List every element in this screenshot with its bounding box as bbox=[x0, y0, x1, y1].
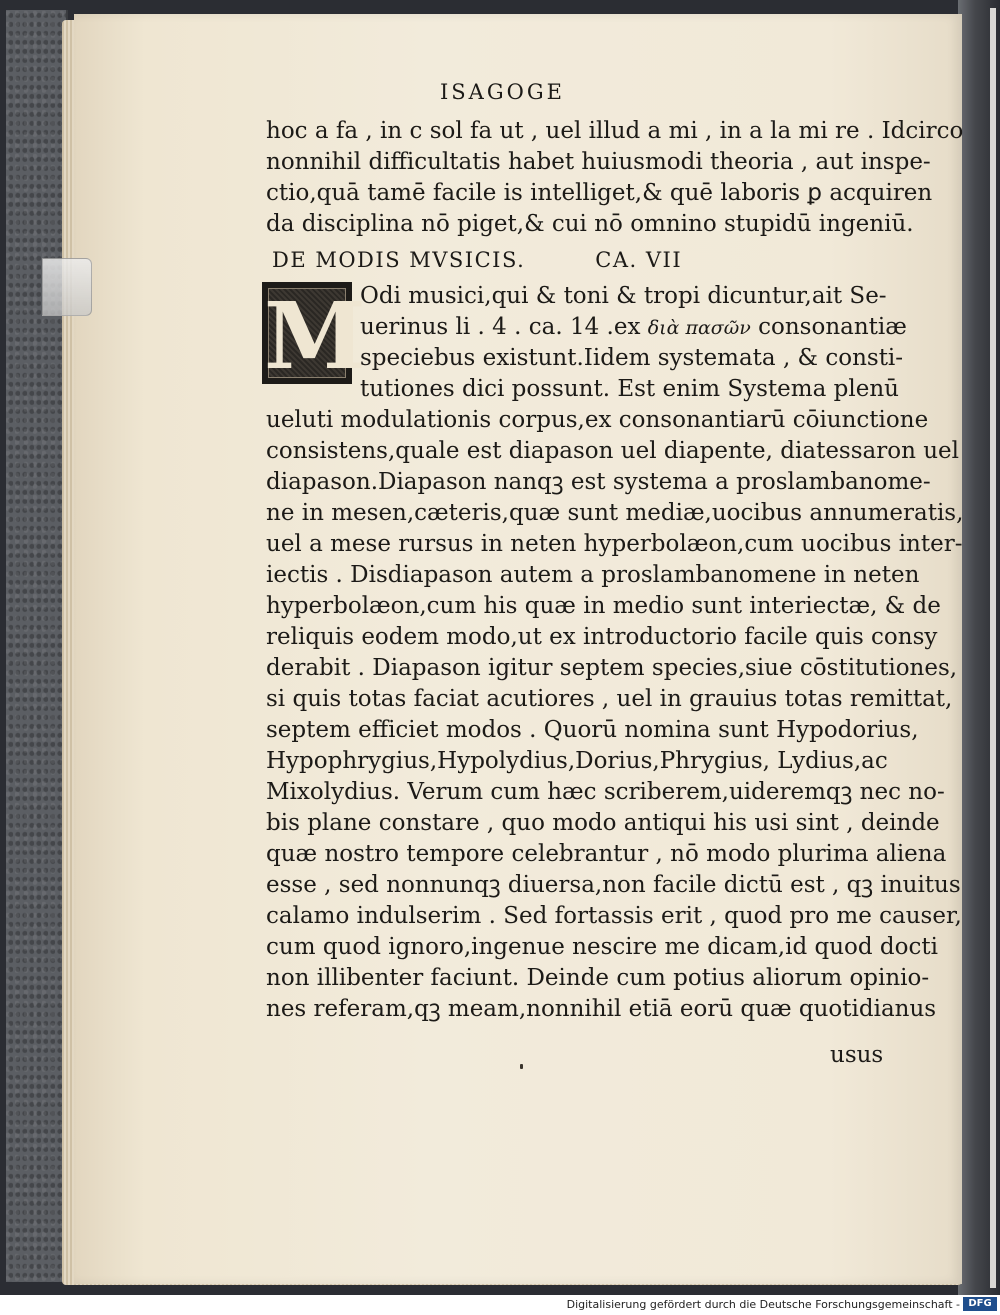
text-line-10: consistens,quale est diapason uel diapente, diatessaron uel bbox=[266, 438, 959, 464]
text-line-23: quæ nostro tempore celebrantur , nō modo plurima aliena bbox=[266, 841, 947, 867]
text-line-6-b: consonantiæ bbox=[758, 314, 907, 340]
initial-letter: M bbox=[264, 282, 366, 390]
text-line-20: Hypophrygius,Hypolydius,Dorius,Phrygius, Lydius,ac bbox=[266, 748, 888, 774]
book-page bbox=[74, 14, 962, 1284]
text-line-3: ctio,quā tamē facile is intelliget,& quē laboris ꝑ acquiren bbox=[266, 180, 933, 206]
text-line-9: ueluti modulationis corpus,ex consonantiarū cōiunctione bbox=[266, 407, 929, 433]
text-line-15: hyperbolæon,cum his quæ in medio sunt interiectæ, & de bbox=[266, 593, 941, 619]
text-line-21: Mixolydius. Verum cum hæc scriberem,uideremqꝫ nec no- bbox=[266, 779, 945, 805]
text-line-2: nonnihil difficultatis habet huiusmodi theoria , aut inspe- bbox=[266, 149, 931, 175]
footer-credit: Digitalisierung gefördert durch die Deutsche Forschungsgemeinschaft - bbox=[566, 1298, 960, 1311]
text-line-17: derabit . Diapason igitur septem species,siue cōstitutiones, bbox=[266, 655, 958, 681]
greek-phrase: διὰ πασῶν bbox=[647, 317, 751, 339]
dfg-logo: DFG bbox=[963, 1297, 997, 1311]
text-line-6 bbox=[360, 313, 907, 342]
chapter-number: CA. VII bbox=[595, 248, 683, 272]
text-line-12: ne in mesen,cæteris,quæ sunt mediæ,uocibus annumeratis, bbox=[266, 500, 964, 526]
page-fore-edge bbox=[990, 8, 996, 1288]
text-line-11: diapason.Diapason nanqꝫ est systema a proslambanome- bbox=[266, 469, 931, 495]
text-line-7: speciebus existunt.Iidem systemata , & consti- bbox=[360, 345, 904, 371]
text-line-1: hoc a fa , in c sol fa ut , uel illud a mi , in a la mi re . Idcirco bbox=[266, 118, 964, 144]
book-cover-edge bbox=[6, 10, 68, 1282]
footer-bar bbox=[0, 1295, 1000, 1315]
text-line-4: da disciplina nō piget,& cui nō omnino stupidū ingeniū. bbox=[266, 211, 914, 237]
text-line-14: iectis . Disdiapason autem a proslambanomene in neten bbox=[266, 562, 920, 588]
text-line-22: bis plane constare , quo modo antiqui his usi sint , deinde bbox=[266, 810, 940, 836]
text-line-28: nes referam,qꝫ meam,nonnihil etiā eorū quæ quotidianus bbox=[266, 996, 937, 1022]
text-line-24: esse , sed nonnunqꝫ diuersa,non facile dictū est , qꝫ inuitus bbox=[266, 872, 961, 898]
signature-mark bbox=[520, 1064, 523, 1069]
text-line-18: si quis totas faciat acutiores , uel in grauius totas remittat, bbox=[266, 686, 953, 712]
text-line-25: calamo indulserim . Sed fortassis erit , quod pro me causer, bbox=[266, 903, 962, 929]
page-clip bbox=[42, 258, 92, 316]
text-line-13: uel a mese rursus in neten hyperbolæon,cum uocibus inter- bbox=[266, 531, 963, 557]
chapter-heading bbox=[272, 248, 682, 272]
text-line-27: non illibenter faciunt. Deinde cum potius aliorum opinio- bbox=[266, 965, 930, 991]
chapter-title: DE MODIS MVSICIS. bbox=[272, 248, 526, 272]
text-line-8: tutiones dici possunt. Est enim Systema plenū bbox=[360, 376, 899, 402]
text-line-6-a: uerinus li . 4 . ca. 14 .ex bbox=[360, 314, 641, 340]
text-line-26: cum quod ignoro,ingenue nescire me dicam,id quod docti bbox=[266, 934, 938, 960]
text-line-16: reliquis eodem modo,ut ex introductorio facile quis consy bbox=[266, 624, 938, 650]
catchword: usus bbox=[830, 1042, 884, 1068]
text-line-19: septem efficiet modos . Quorū nomina sunt Hypodorius, bbox=[266, 717, 919, 743]
decorated-initial bbox=[262, 282, 366, 390]
text-line-5: Odi musici,qui & toni & tropi dicuntur,ait Se- bbox=[360, 283, 887, 309]
running-head: ISAGOGE bbox=[440, 80, 565, 104]
